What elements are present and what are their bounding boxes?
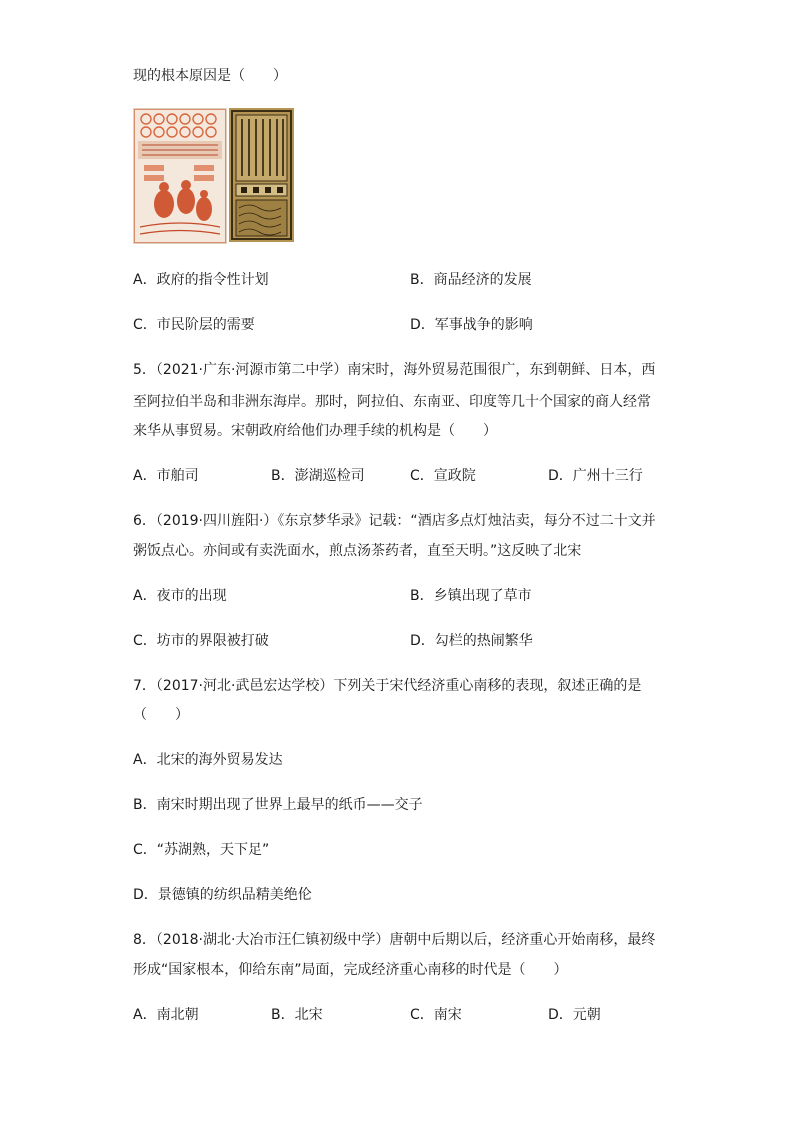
q8-stem-line-2: 形成“国家根本，仰给东南”局面，完成经济重心南移的时代是（ ） bbox=[133, 962, 568, 978]
q4-option-b: B．商品经济的发展 bbox=[410, 272, 532, 288]
q7-option-c: C．“苏湖熟，天下足” bbox=[133, 842, 270, 858]
q4-option-d: D．军事战争的影响 bbox=[410, 317, 533, 333]
q7-stem-line-2: （ ） bbox=[133, 707, 189, 723]
q4-option-a: A．政府的指令性计划 bbox=[133, 272, 269, 288]
q6-option-c: C．坊市的界限被打破 bbox=[133, 633, 269, 649]
q6-option-a: A．夜市的出现 bbox=[133, 588, 227, 604]
q6-option-b: B．乡镇出现了草市 bbox=[410, 588, 532, 604]
q5-stem-line-2: 至阿拉伯半岛和非洲东海岸。那时，阿拉伯、东南亚、印度等几十个国家的商人经常 bbox=[133, 394, 651, 410]
q7-stem-line-1: 7．（2017·河北·武邑宏达学校）下列关于宋代经济重心南移的表现，叙述正确的是 bbox=[133, 678, 642, 694]
q8-option-b: B．北宋 bbox=[271, 1007, 323, 1023]
q6-option-d: D．勾栏的热闹繁华 bbox=[410, 633, 533, 649]
q5-option-a: A．市舶司 bbox=[133, 468, 199, 484]
q4-option-c: C．市民阶层的需要 bbox=[133, 317, 255, 333]
q8-stem-line-1: 8．（2018·湖北·大冶市汪仁镇初级中学）唐朝中后期以后，经济重心开始南移，最终 bbox=[133, 932, 656, 948]
q8-option-c: C．南宋 bbox=[410, 1007, 462, 1023]
q6-stem-line-1: 6．（2019·四川旌阳·）《东京梦华录》记载：“酒店多点灯烛沽卖，每分不过二十文并 bbox=[133, 513, 656, 529]
q8-option-d: D．元朝 bbox=[548, 1007, 601, 1023]
q5-option-d: D．广州十三行 bbox=[548, 468, 643, 484]
q5-stem-line-3: 来华从事贸易。宋朝政府给他们办理手续的机构是（ ） bbox=[133, 423, 497, 439]
q8-option-a: A．南北朝 bbox=[133, 1007, 199, 1023]
q7-option-a: A．北宋的海外贸易发达 bbox=[133, 752, 283, 768]
q7-option-b: B．南宋时期出现了世界上最早的纸币——交子 bbox=[133, 797, 423, 813]
q5-option-b: B．澎湖巡检司 bbox=[271, 468, 365, 484]
q6-stem-line-2: 粥饭点心。亦间或有卖洗面水，煎点汤茶药者，直至天明。”这反映了北宋 bbox=[133, 543, 582, 559]
paper-money-image bbox=[229, 108, 294, 242]
q7-option-d: D．景德镇的纺织品精美绝伦 bbox=[133, 887, 312, 903]
q5-option-c: C．宣政院 bbox=[410, 468, 476, 484]
banknote-print-image bbox=[133, 108, 227, 244]
q4-stem: 现的根本原因是（ ） bbox=[133, 68, 287, 84]
q5-stem-line-1: 5．（2021·广东·河源市第二中学）南宋时，海外贸易范围很广，东到朝鲜、日本，西 bbox=[133, 362, 656, 378]
